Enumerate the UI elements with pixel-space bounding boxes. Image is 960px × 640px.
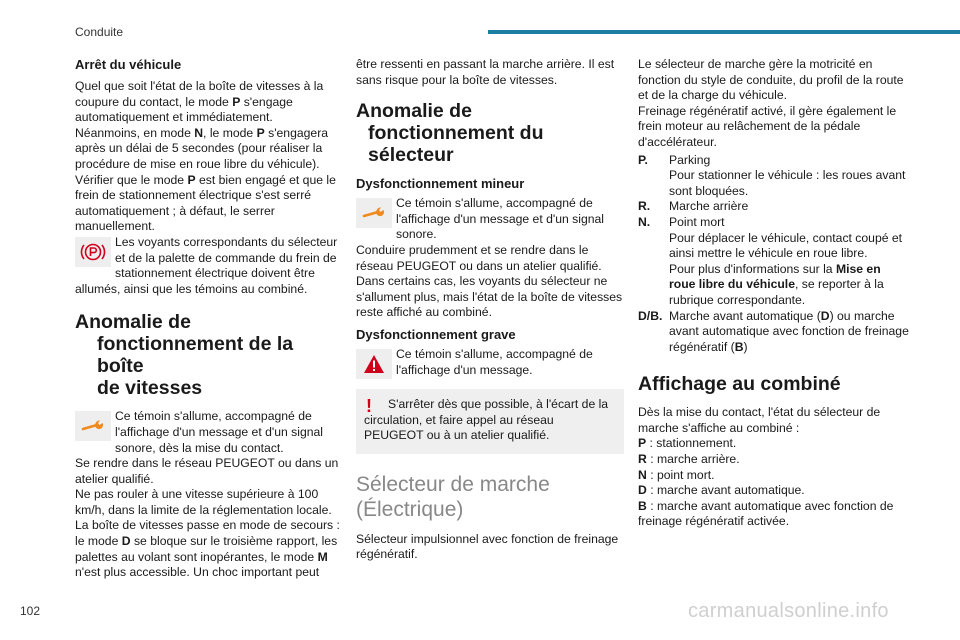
paragraph: Se rendre dans le réseau PEUGEOT ou dans un atelier qualifié. <box>75 456 339 486</box>
wrench-icon <box>75 411 111 441</box>
paragraph: Sélecteur impulsionnel avec fonction de freinage régénératif. <box>356 531 619 562</box>
warning-note: ! S'arrêter dès que possible, à l'écart de la circulation, et faire appel au réseau PEUGEOT ou à un atelier qualifié. <box>356 389 624 454</box>
heading-anomalie-selecteur: Anomalie de fonctionnement du sélecteur <box>356 100 544 167</box>
paragraph: Les voyants correspondants du sélecteur et de la palette de commande du frein de stationnement électrique doivent être allumés, ainsi que les témoins au combiné. <box>75 234 338 296</box>
watermark: carmanualsonline.info <box>688 600 889 622</box>
mode-line: P : stationnement. <box>638 436 737 451</box>
mode-definitions <box>638 153 910 356</box>
column-2 <box>356 57 624 563</box>
paragraph: Ce témoin s'allume, accompagné de l'affichage d'un message. <box>396 346 593 377</box>
column-1 <box>75 57 343 581</box>
heading-dysfonctionnement-mineur: Dysfonctionnement mineur <box>356 176 525 192</box>
warning-triangle-icon <box>356 349 392 379</box>
definition-item: P. Parking Pour stationner le véhicule : les roues avant sont bloquées. <box>638 152 906 198</box>
serious-fault-warning <box>356 347 624 379</box>
definition-item: D/B. Marche avant automatique (D) ou marche avant automatique avec fonction de freinage régénératif (B) <box>638 308 909 354</box>
heading-arret-vehicule: Arrêt du véhicule <box>75 57 182 72</box>
minor-fault-warning <box>356 196 624 243</box>
parking-brake-icon <box>75 237 111 267</box>
wrench-icon <box>356 198 392 228</box>
mode-line: R : marche arrière. <box>638 452 740 467</box>
paragraph: Ce témoin s'allume, accompagné de l'affichage d'un message et d'un signal sonore, dès la mise du contact. <box>115 409 323 455</box>
exclamation-icon: ! <box>366 395 372 416</box>
heading-anomalie-boite: Anomalie de fonctionnement de la boîte de vitesses <box>75 311 294 400</box>
paragraph: Conduire prudemment et se rendre dans le réseau PEUGEOT ou dans un atelier qualifié. <box>356 242 602 273</box>
definition-item: N. Point mort Pour déplacer le véhicule, contact coupé et ainsi mettre le véhicule en roue libre. Pour plus d'informations sur la Mise en roue libre du véhicule, se reporter à la rubrique correspondante. <box>638 214 903 307</box>
section-title: Conduite <box>75 25 124 39</box>
paragraph: Freinage régénératif activé, il gère également le frein moteur au relâchement de la pédale d'accélérateur. <box>638 103 897 149</box>
paragraph: Vérifier que le mode P est bien engagé et que le frein de stationnement électrique s'est serré automatiquement ; à défaut, le serrer manuellement. <box>75 172 336 234</box>
paragraph: La boîte de vitesses passe en mode de secours : le mode D se bloque sur le troisième rapport, les palettes au volant sont inopérantes, le mode M n'est plus accessible. Un choc important peut <box>75 518 340 580</box>
paragraph: Ce témoin s'allume, accompagné de l'affichage d'un message et d'un signal sonore. <box>396 196 604 242</box>
parking-brake-warning <box>75 235 343 297</box>
paragraph: Quel que soit l'état de la boîte de vitesses à la coupure du contact, le mode P s'engage automatiquement et immédiatement. <box>75 79 324 125</box>
definition-item: R. Marche arrière <box>638 199 749 214</box>
paragraph: Ne pas rouler à une vitesse supérieure à 100 km/h, dans la limite de la réglementation locale. <box>75 487 332 517</box>
paragraph: Dès la mise du contact, l'état du sélecteur de marche s'affiche au combiné : <box>638 405 881 435</box>
gearbox-warning <box>75 409 343 456</box>
page-number: 102 <box>20 604 41 618</box>
mode-line: B : marche avant automatique avec fonction de freinage régénératif activée. <box>638 498 894 529</box>
heading-dysfonctionnement-grave: Dysfonctionnement grave <box>356 326 516 342</box>
mode-line: N : point mort. <box>638 467 715 482</box>
mode-line: D : marche avant automatique. <box>638 483 805 498</box>
paragraph: Dans certains cas, les voyants du sélecteur ne s'allument plus, mais l'état de la boîte de vitesses reste affiché au combiné. <box>356 274 623 320</box>
paragraph: être ressenti en passant la marche arrière. Il est sans risque pour la boîte de vitesses. <box>356 57 615 87</box>
paragraph: Néanmoins, en mode N, le mode P s'engagera après un délai de 5 secondes (pour réaliser la procédure de mise en roue libre du véhicule). <box>75 125 329 171</box>
header-accent-bar <box>488 30 960 34</box>
heading-selecteur-marche: Sélecteur de marche (Électrique) <box>356 472 550 521</box>
column-3 <box>638 57 910 530</box>
heading-affichage-combine: Affichage au combiné <box>638 373 841 396</box>
paragraph: Le sélecteur de marche gère la motricité en fonction du style de conduite, du profil de la route et de la charge du véhicule. <box>638 57 904 103</box>
